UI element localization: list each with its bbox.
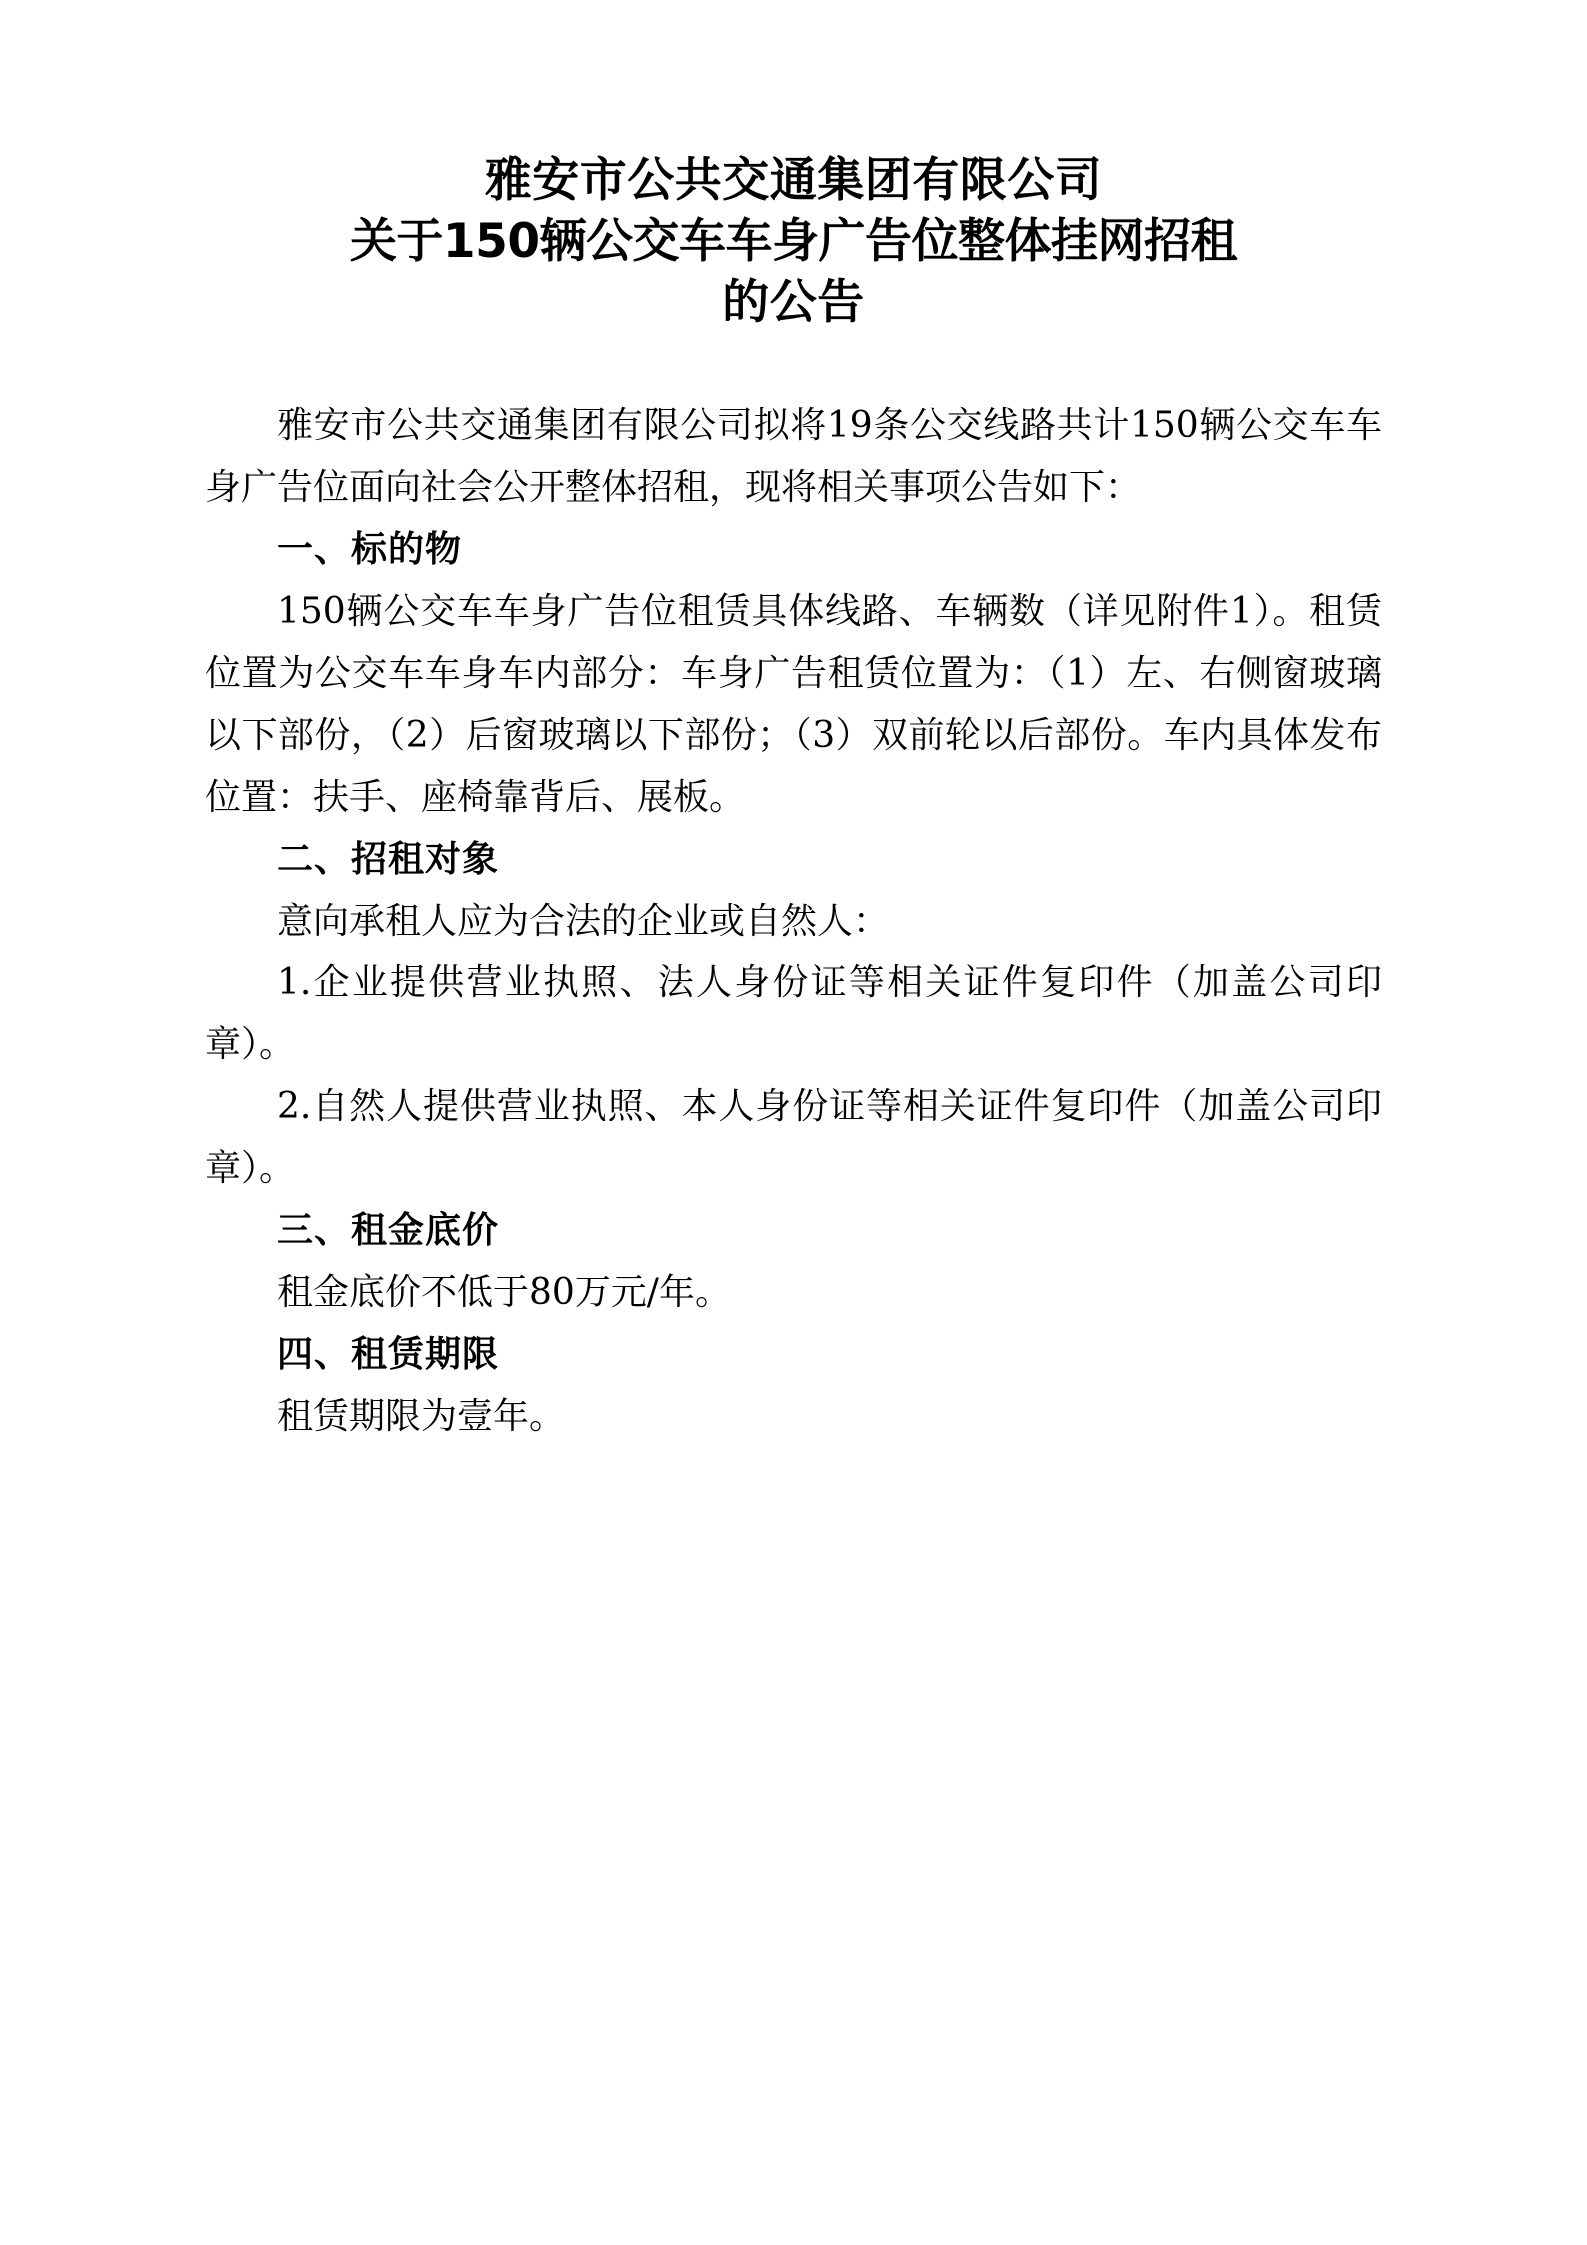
section-heading-2: 二、招租对象 [277,838,500,880]
page-title-line-2: 关于150辆公交车车身广告位整体挂网招租 [349,214,1238,270]
document-body [205,395,1382,1447]
section-heading-1: 一、标的物 [277,529,463,571]
section-2-paragraph-1: 意向承租人应为合法的企业或自然人： [277,900,890,942]
section-heading-3: 三、租金底价 [277,1210,500,1252]
section-heading-4: 四、租赁期限 [277,1333,500,1375]
section-3-paragraph-1: 租金底价不低于80万元/年。 [277,1271,731,1313]
page-title-line-3: 的公告 [722,275,865,331]
page-title-line-1: 雅安市公共交通集团有限公司 [484,153,1103,208]
page-title [205,150,1382,333]
section-2-paragraph-3: 2.自然人提供营业执照、本人身份证等相关证件复印件（加盖公司印章）。 [205,1086,1382,1190]
section-2-paragraph-2: 1.企业提供营业执照、法人身份证等相关证件复印件（加盖公司印章）。 [205,962,1382,1066]
section-4-paragraph-1: 租赁期限为壹年。 [277,1395,566,1437]
section-1-paragraph-1: 150辆公交车车身广告位租赁具体线路、车辆数（详见附件1）。租赁位置为公交车车身车内部分：车身广告租赁位置为：（1）左、右侧窗玻璃以下部份，（2）后窗玻璃以下部份；（3）双前轮以后部份。车内具体发布位置：扶手、座椅靠背后、展板。 [205,591,1382,818]
intro-paragraph: 雅安市公共交通集团有限公司拟将19条公交线路共计150辆公交车车身广告位面向社会公开整体招租，现将相关事项公告如下： [205,405,1382,509]
